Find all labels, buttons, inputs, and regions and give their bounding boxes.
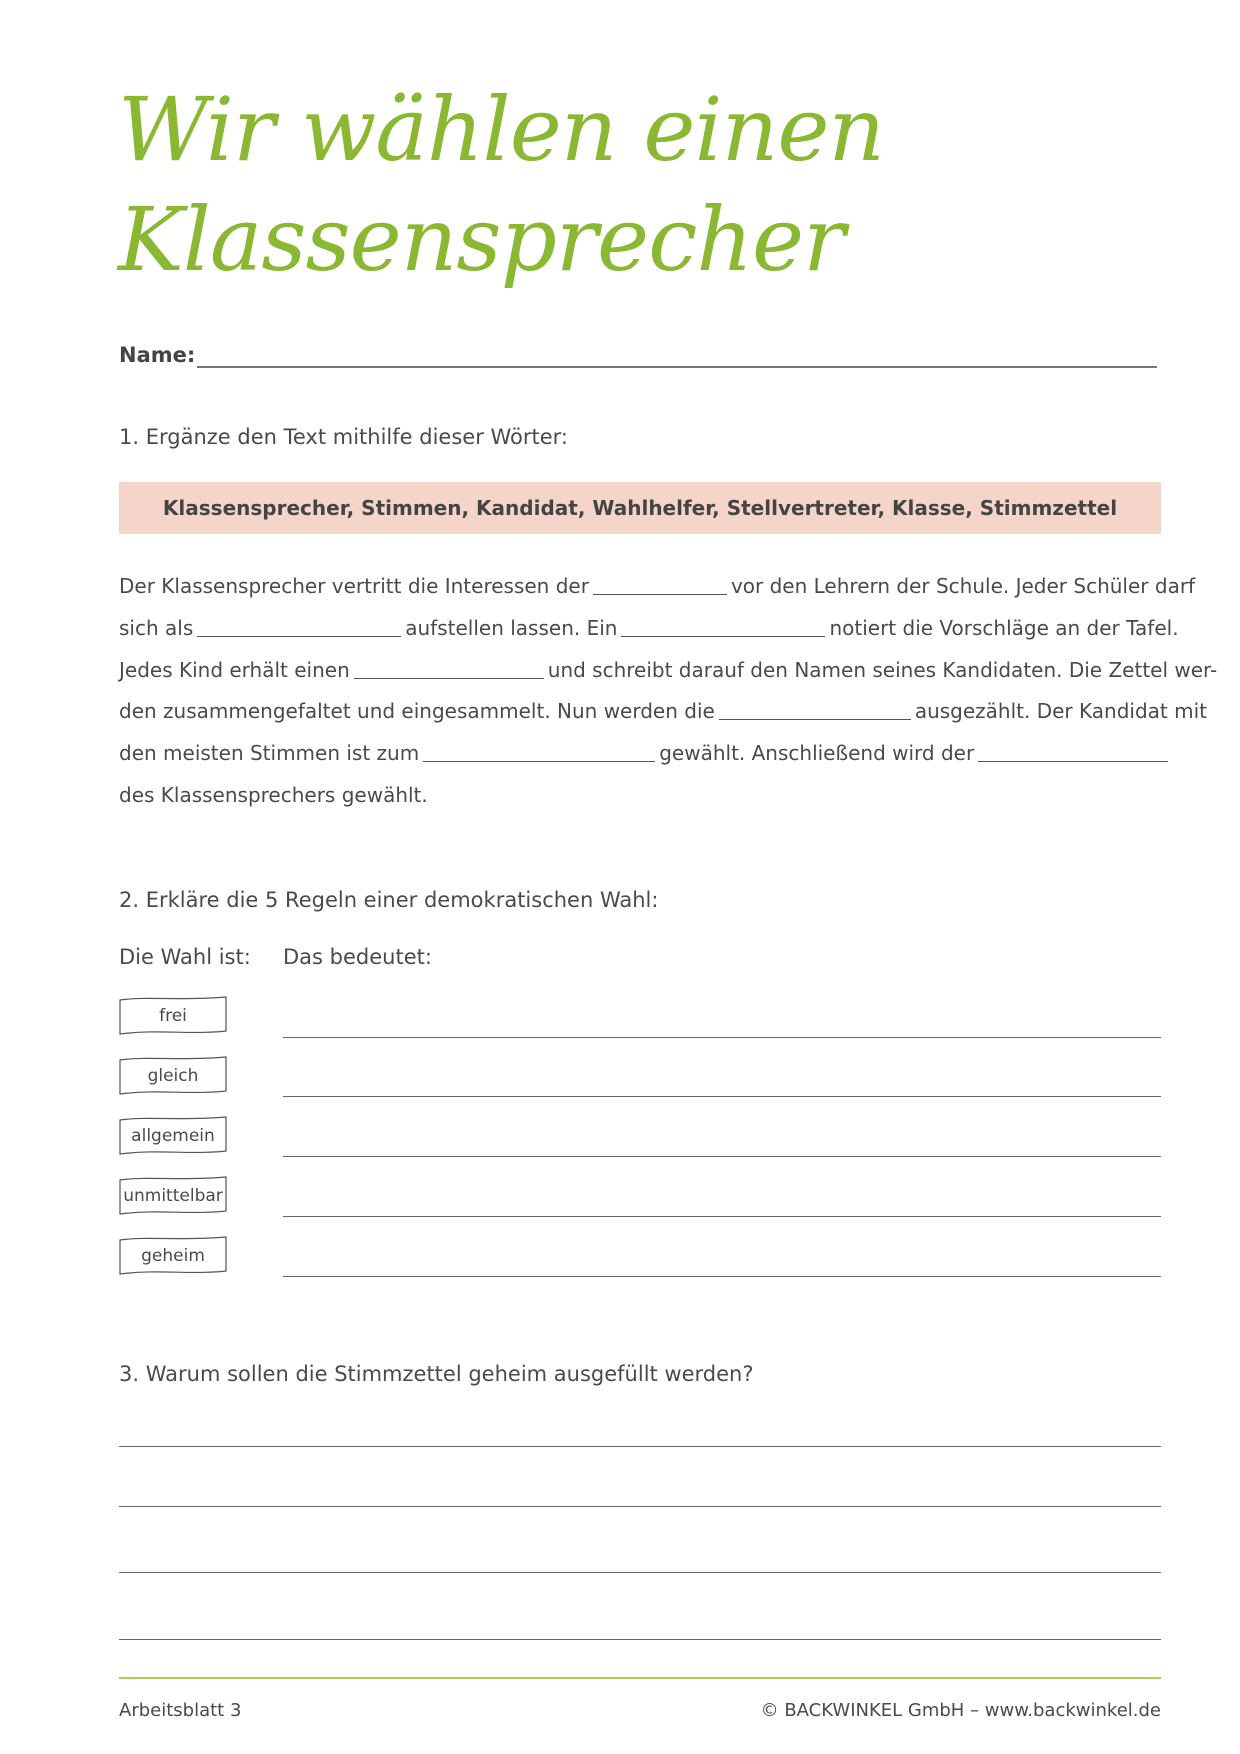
answer-line[interactable]	[119, 1639, 1161, 1640]
cloze-blank-2[interactable]	[197, 616, 401, 637]
worksheet-number: Arbeitsblatt 3	[119, 1700, 242, 1721]
rule-label: geheim	[141, 1246, 205, 1266]
cloze-line-3: Jedes Kind erhält einen und schreibt darauf den Namen seines Kandidaten. Die Zettel wer-	[119, 657, 1218, 682]
rule-label: allgemein	[131, 1126, 215, 1146]
cloze-line-6: des Klassensprechers gewählt.	[119, 782, 428, 807]
task-3-heading: 3. Warum sollen die Stimmzettel geheim ausgefüllt werden?	[119, 1362, 754, 1386]
name-label: Name:	[119, 343, 196, 367]
column-label-rule: Die Wahl ist:	[119, 945, 251, 969]
task-1-heading: 1. Ergänze den Text mithilfe dieser Wörter:	[119, 425, 569, 449]
cloze-blank-1[interactable]	[593, 574, 727, 595]
rule-flag-unmittelbar	[119, 1176, 227, 1216]
cloze-blank-5[interactable]	[719, 699, 911, 720]
answer-line[interactable]	[119, 1506, 1161, 1507]
rule-flag-gleich	[119, 1056, 227, 1096]
rule-label: gleich	[147, 1066, 199, 1086]
cloze-line-4: den zusammengefaltet und eingesammelt. Nun werden die ausgezählt. Der Kandidat mit	[119, 699, 1207, 724]
rule-meaning-line-unmittelbar[interactable]	[283, 1216, 1161, 1217]
column-label-meaning: Das bedeutet:	[283, 945, 432, 969]
cloze-blank-3[interactable]	[621, 616, 825, 637]
task-2-heading: 2. Erkläre die 5 Regeln einer demokratischen Wahl:	[119, 888, 659, 912]
rule-flag-frei	[119, 996, 227, 1036]
answer-line[interactable]	[119, 1446, 1161, 1447]
cloze-blank-6[interactable]	[423, 741, 655, 762]
cloze-line-1: Der Klassensprecher vertritt die Interessen der vor den Lehrern der Schule. Jeder Schüler darf	[119, 574, 1196, 598]
worksheet-title-line-2: Klassensprecher	[118, 188, 845, 291]
footer-divider	[119, 1677, 1161, 1679]
rule-meaning-line-geheim[interactable]	[283, 1276, 1161, 1277]
worksheet-title-line-1: Wir wählen einen	[118, 78, 885, 181]
word-bank-text: Klassensprecher, Stimmen, Kandidat, Wahlhelfer, Stellvertreter, Klasse, Stimmzettel	[162, 496, 1118, 520]
copyright-notice: © BACKWINKEL GmbH – www.backwinkel.de	[760, 1700, 1161, 1721]
word-bank	[119, 482, 1161, 534]
rule-label: unmittelbar	[123, 1186, 223, 1206]
cloze-line-2: sich als aufstellen lassen. Ein notiert die Vorschläge an der Tafel.	[119, 615, 1179, 640]
rule-meaning-line-allgemein[interactable]	[283, 1156, 1161, 1157]
rule-flag-allgemein	[119, 1116, 227, 1156]
cloze-paragraph	[119, 566, 1218, 817]
rule-label: frei	[159, 1006, 187, 1026]
answer-line[interactable]	[119, 1572, 1161, 1573]
rule-meaning-line-gleich[interactable]	[283, 1096, 1161, 1097]
rule-meaning-line-frei[interactable]	[283, 1037, 1161, 1038]
cloze-blank-7[interactable]	[978, 741, 1168, 762]
cloze-line-5: den meisten Stimmen ist zum gewählt. Anschließend wird der	[119, 733, 1169, 775]
rule-flag-geheim	[119, 1236, 227, 1276]
name-input-line[interactable]	[197, 366, 1157, 368]
cloze-blank-4[interactable]	[354, 658, 544, 679]
